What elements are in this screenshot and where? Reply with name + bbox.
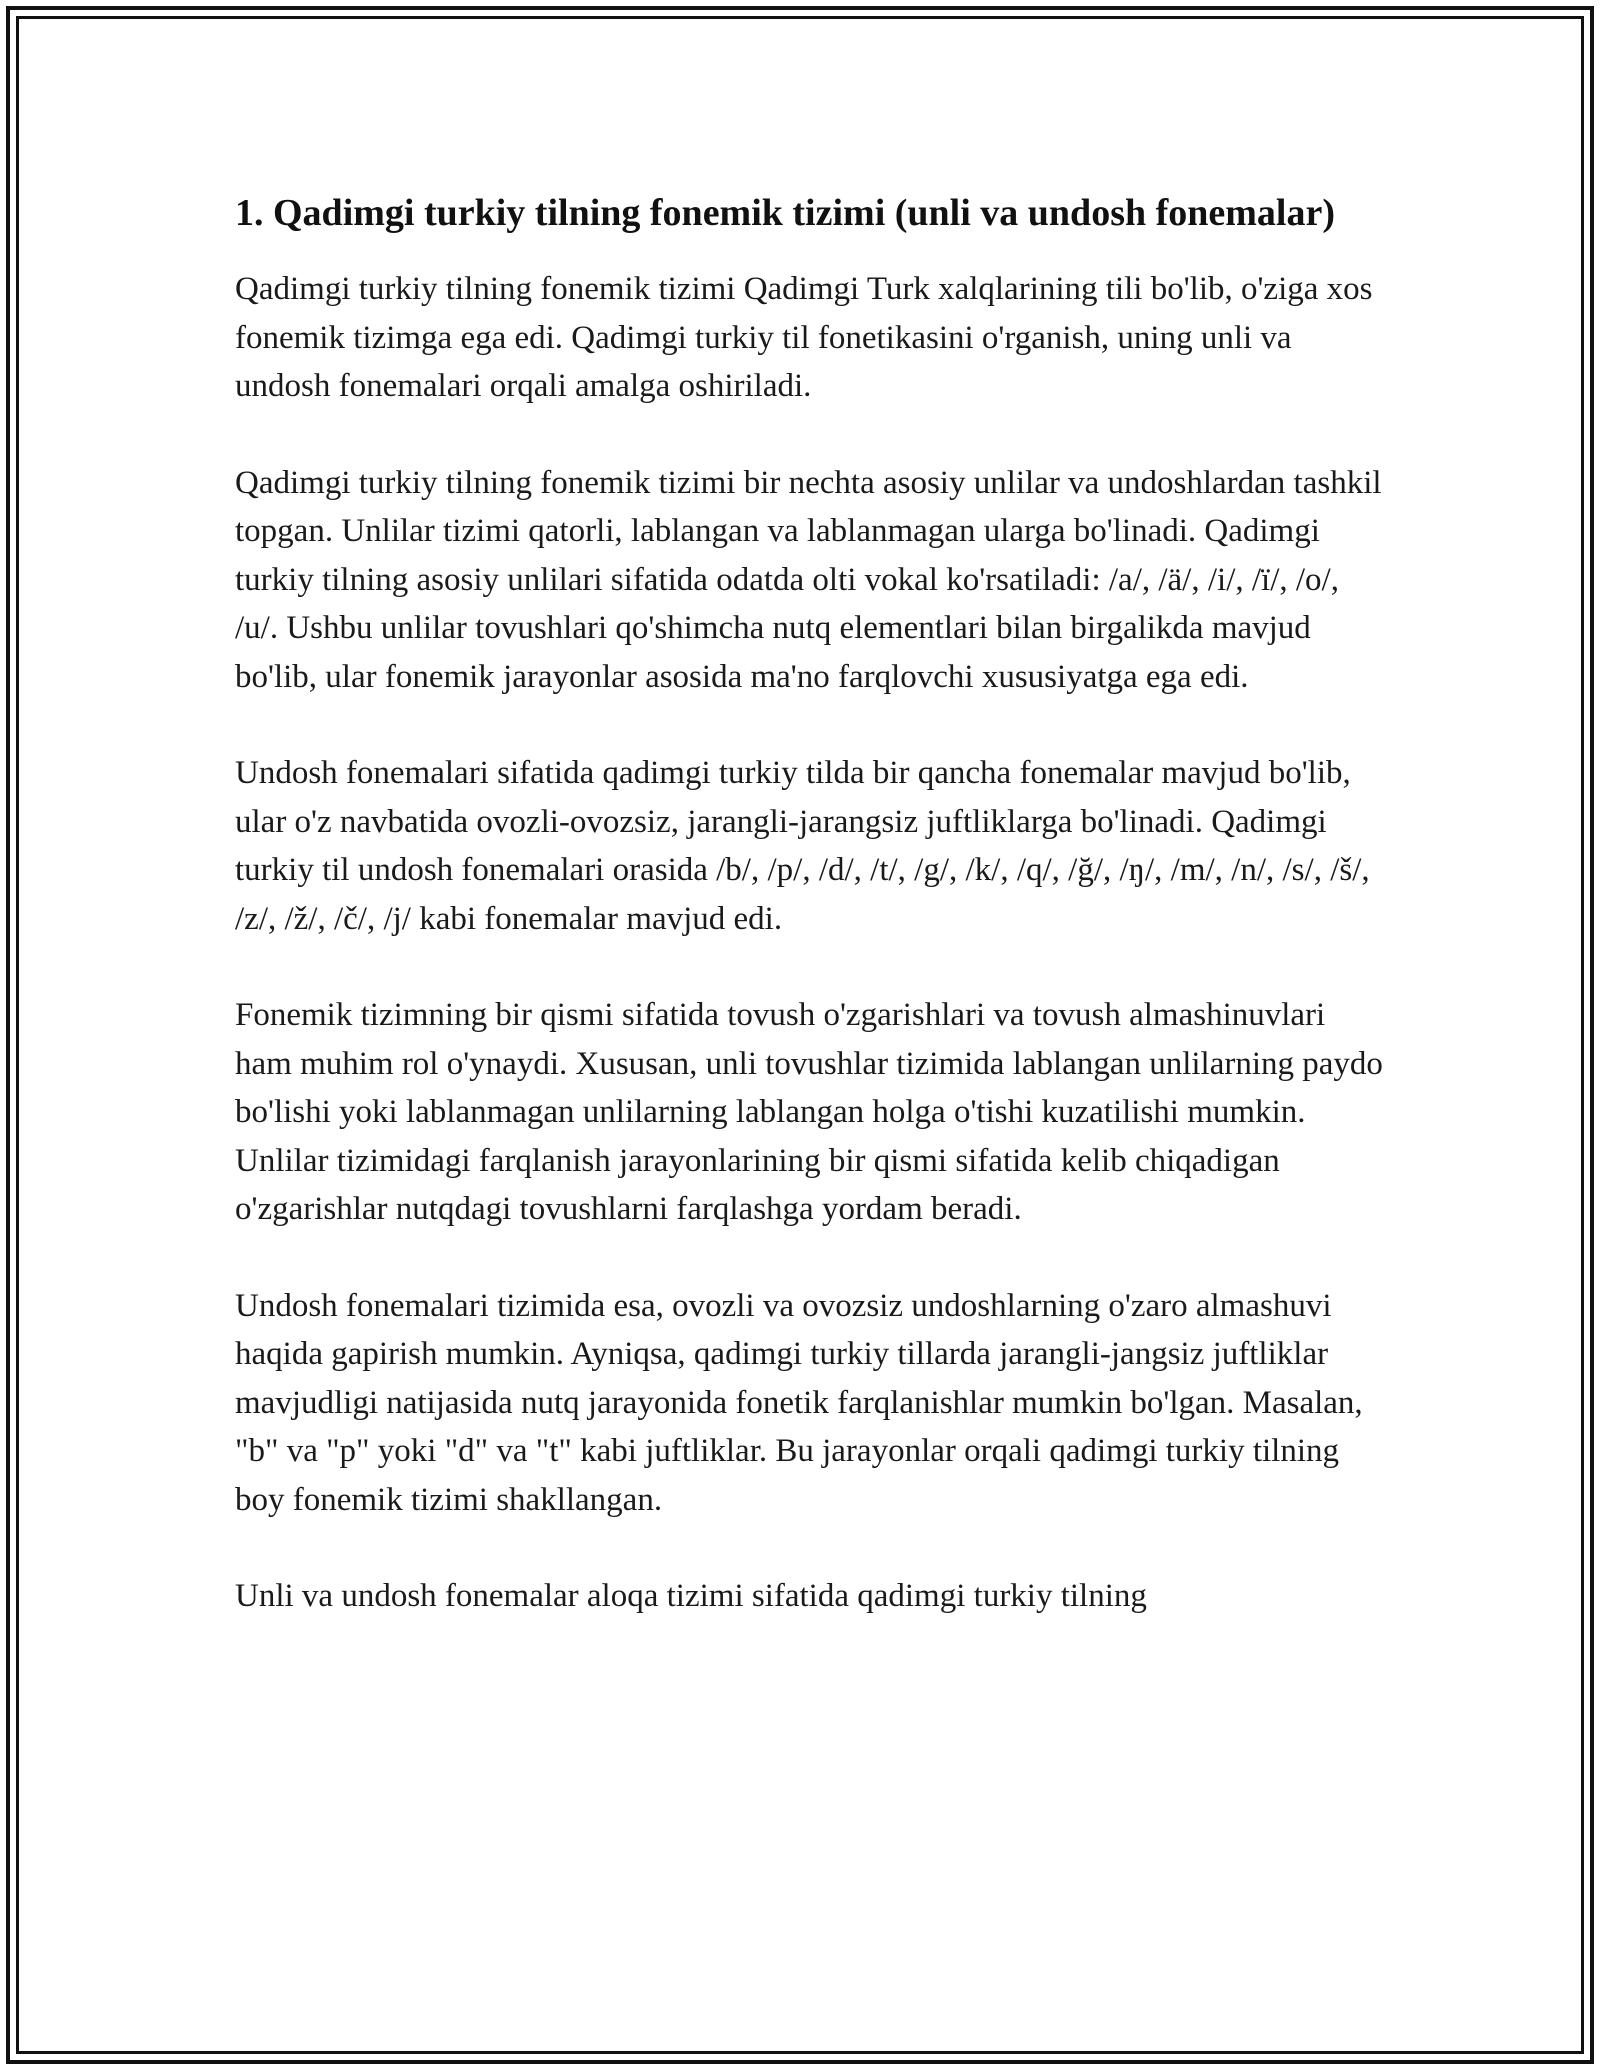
- paragraph-consonant-alternation: Undosh fonemalari tizimida esa, ovozli va ovozsiz undoshlarning o'zaro almashuvi haqida gapirish mumkin. Ayniqsa, qadimgi turkiy tillarda jarangli-jangsiz juftliklar mavjudligi natijasida nutq jarayonida fonetik farqlanishlar mumkin bo'lgan. Masalan, "b" va "p" yoki "d" va "t" kabi juftliklar. Bu jarayonlar orqali qadimgi turkiy tilning boy fonemik tizimi shakllangan.: [235, 1287, 1363, 1518]
- document-body: [235, 185, 1385, 1669]
- paragraph-sound-changes: Fonemik tizimning bir qismi sifatida tovush o'zgarishlari va tovush almashinuvlari ham muhim rol o'ynaydi. Xususan, unli tovushlar tizimida lablangan unlilarning paydo bo'lishi yoki lablanmagan unlilarning lablangan holga o'tishi kuzatilishi mumkin. Unlilar tizimidagi farqlanish jarayonlarining bir qismi sifatida kelib chiqadigan o'zgarishlar nutqdagi tovushlarni farqlashga yordam beradi.: [235, 997, 1383, 1227]
- paragraph-consonants: Undosh fonemalari sifatida qadimgi turkiy tilda bir qancha fonemalar mavjud bo'lib, ular o'z navbatida ovozli-ovozsiz, jarangli-jarangsiz juftliklarga bo'linadi. Qadimgi turkiy til undosh fonemalari orasida /b/, /p/, /d/, /t/, /g/, /k/, /q/, /ğ/, /ŋ/, /m/, /n/, /s/, /š/, /z/, /ž/, /č/, /j/ kabi fonemalar mavjud edi.: [235, 755, 1370, 937]
- section-heading: 1. Qadimgi turkiy tilning fonemik tizimi (unli va undosh fonemalar): [235, 192, 1335, 234]
- paragraph-vowels: Qadimgi turkiy tilning fonemik tizimi bir nechta asosiy unlilar va undoshlardan tashkil topgan. Unlilar tizimi qatorli, lablangan va lablanmagan ularga bo'linadi. Qadimgi turkiy tilning asosiy unlilari sifatida odatda olti vokal ko'rsatiladi: /a/, /ä/, /i/, /ï/, /o/, /u/. Ushbu unlilar tovushlari qo'shimcha nutq elementlari bilan birgalikda mavjud bo'lib, ular fonemik jarayonlar asosida ma'no farqlovchi xususiyatga ega edi.: [235, 464, 1382, 695]
- paragraph-intro: Qadimgi turkiy tilning fonemik tizimi Qadimgi Turk xalqlarining tili bo'lib, o'ziga xos fonemik tizimga ega edi. Qadimgi turkiy til fonetikasini o'rganish, uning unli va undosh fonemalari orqali amalga oshiriladi.: [235, 271, 1373, 404]
- paragraph-continuation: Unli va undosh fonemalar aloqa tizimi sifatida qadimgi turkiy tilning: [235, 1578, 1147, 1614]
